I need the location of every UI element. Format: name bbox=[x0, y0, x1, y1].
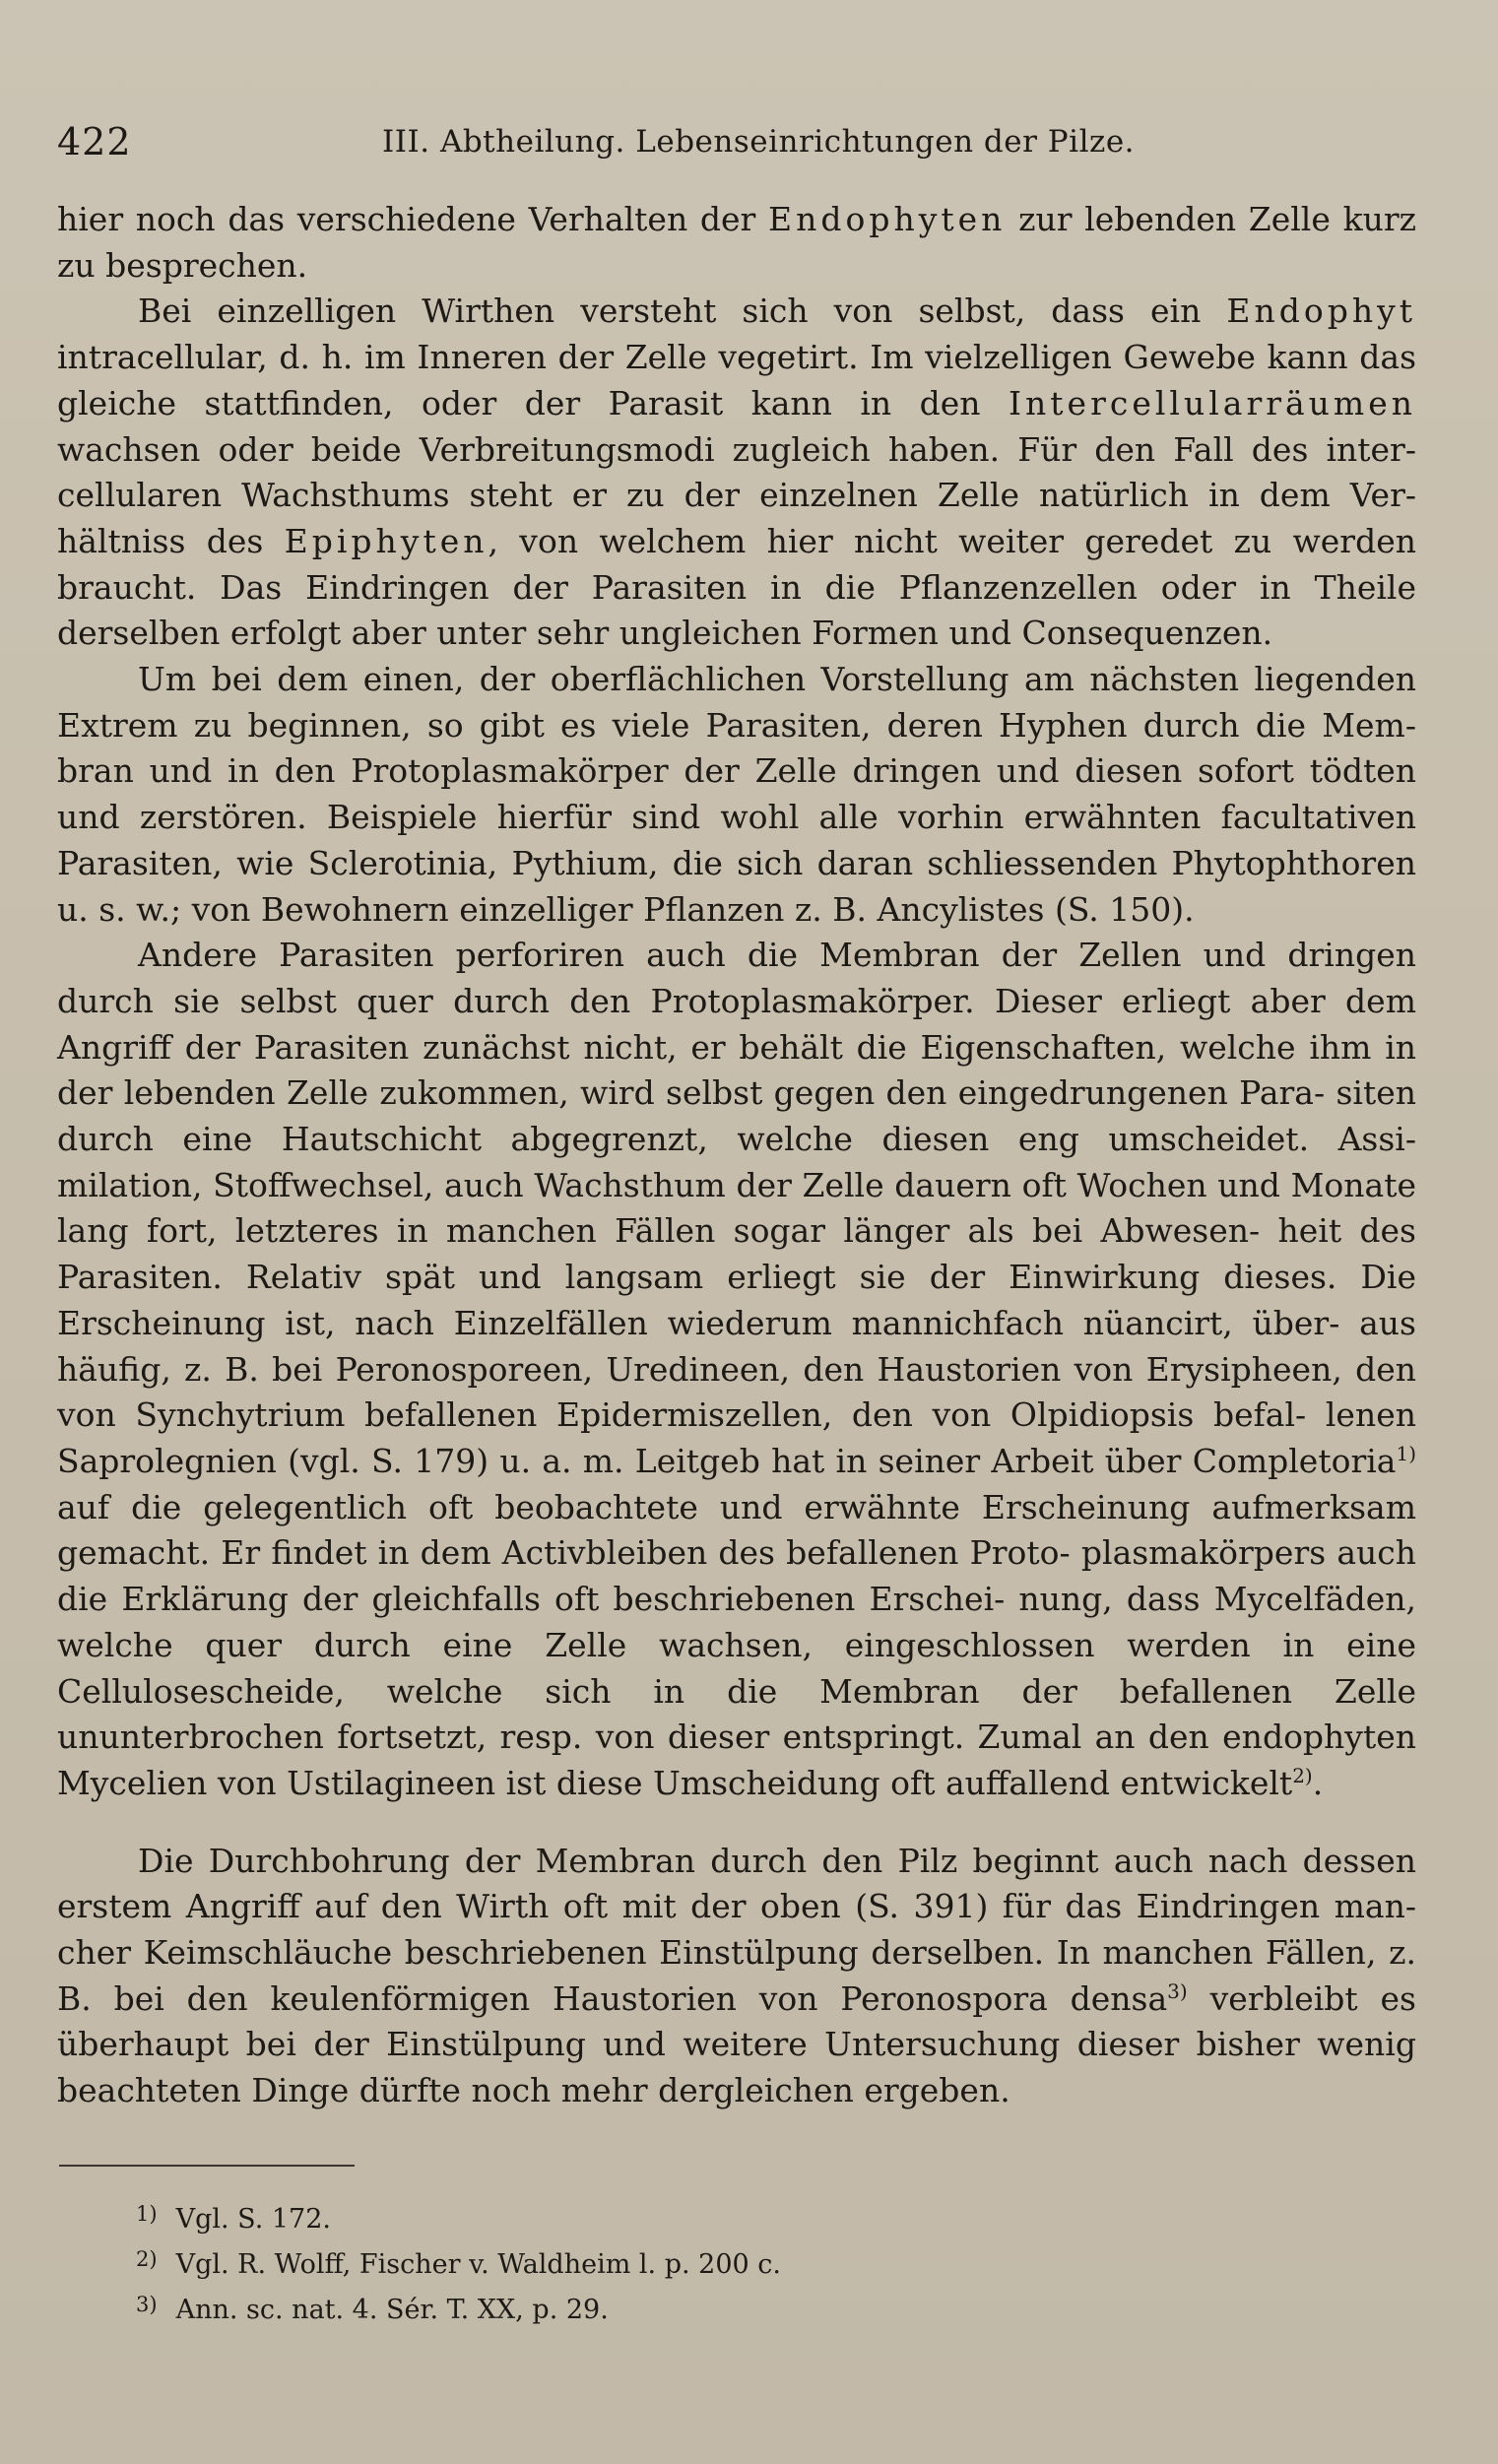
spaced-term: Intercellularräumen bbox=[1008, 383, 1416, 422]
text-line: und zerstören. Beispiele hierfür sind wohl alle vorhin erwähnten facultativen bbox=[57, 798, 1416, 837]
footnote-mark: 1) bbox=[136, 2202, 158, 2226]
text-line: . bbox=[1312, 1763, 1324, 1802]
text-line: Andere Parasiten perforiren auch die Membran der Zellen und dringen bbox=[138, 936, 1416, 975]
footnotes bbox=[136, 2194, 1022, 2330]
page-number: 422 bbox=[57, 120, 132, 163]
text-line: endophyten Mycelien von Ustilagineen ist diese Umscheidung oft auffallend bbox=[57, 1718, 1416, 1802]
spaced-term: Endophyt bbox=[1226, 292, 1416, 331]
text-line: Completoria bbox=[1192, 1441, 1397, 1480]
text-line: beachteten Dinge dürfte noch mehr dergleichen ergeben. bbox=[57, 2071, 1010, 2110]
text-line: lenen Saprolegnien (vgl. S. 179) u. a. m. Leitgeb hat in seiner Arbeit über bbox=[57, 1395, 1416, 1480]
footnote-1 bbox=[136, 2194, 1022, 2239]
text-line: das gleiche stattfinden, oder der Parasit kann in den bbox=[57, 338, 1416, 422]
text-line: durch sie selbst quer durch den Protoplasmakörper. Dieser erliegt aber dem bbox=[57, 981, 1416, 1020]
text-line: hier noch das verschiedene Verhalten der bbox=[57, 200, 769, 238]
text-line: in der lebenden Zelle zukommen, wird selbst gegen den eingedrungenen Para- bbox=[57, 1027, 1416, 1113]
text-line: verbleibt es bbox=[1187, 1978, 1416, 2018]
text-line: werden in eine Cellulosescheide, welche sich in die Membran der befallenen bbox=[57, 1625, 1416, 1711]
text-line: derselben erfolgt aber unter sehr ungleichen Formen und Consequenzen. bbox=[57, 614, 1273, 653]
text-line: hältniss des bbox=[57, 521, 285, 560]
text-line: Monate lang fort, letzteres in manchen Fällen sogar länger als bei Abwesen- bbox=[57, 1165, 1416, 1251]
footnote-ref-3[interactable]: 3) bbox=[1167, 1978, 1188, 2003]
text-line: , von welchem hier nicht weiter geredet zu werden bbox=[488, 521, 1416, 560]
text-line: Parasiten, wie Sclerotinia, Pythium, die sich daran schliessenden Phytophthoren bbox=[57, 843, 1416, 882]
text-line: z. B. bei den keulenförmigen Haustorien von Peronospora densa bbox=[57, 1933, 1417, 2018]
paragraph-1 bbox=[57, 197, 1416, 289]
text-line: Die Erscheinung ist, nach Einzelfällen wiederum mannichfach nüancirt, über- bbox=[57, 1258, 1416, 1342]
footnote-3 bbox=[136, 2285, 1022, 2330]
text-line: cellularen Wachsthums steht er zu der einzelnen Zelle natürlich in dem Ver- bbox=[57, 476, 1416, 515]
text-line: Bei einzelligen Wirthen versteht sich von selbst, dass ein bbox=[138, 292, 1227, 331]
text-line: auf die gelegentlich oft beobachtete und erwähnte Erscheinung bbox=[57, 1487, 1191, 1526]
paragraph-2 bbox=[57, 289, 1416, 657]
text-line: wachsen oder beide Verbreitungsmodi zugleich haben. Für den Fall des inter- bbox=[57, 429, 1416, 469]
paragraph-5 bbox=[57, 1839, 1416, 2114]
paragraph-3 bbox=[57, 657, 1416, 933]
spaced-term: Epiphyten bbox=[284, 521, 488, 560]
text-line: Zelle ununterbrochen fortsetzt, resp. von dieser entspringt. Zumal an den bbox=[57, 1671, 1416, 1757]
page-header bbox=[57, 116, 1416, 165]
text-line: bran und in den Protoplasmakörper der Zelle dringen und diesen sofort tödten bbox=[57, 751, 1416, 791]
text-line: Um bei dem einen, der oberflächlichen Vorstellung am nächsten liegenden bbox=[138, 660, 1416, 699]
footnote-text: Vgl. R. Wolff, Fischer v. Waldheim l. p. 200 c. bbox=[175, 2249, 781, 2280]
text-line: erstem Angriff auf den Wirth oft mit der oben (S. 391) für das Eindringen man- bbox=[57, 1887, 1416, 1926]
paragraph-4 bbox=[57, 933, 1416, 1806]
text-line: den von Synchytrium befallenen Epidermiszellen, den von Olpidiopsis befal- bbox=[57, 1349, 1416, 1435]
footnote-2 bbox=[136, 2239, 1022, 2285]
text-line: überhaupt bei der Einstülpung und weitere Untersuchung dieser bisher wenig bbox=[57, 2025, 1416, 2064]
text-line: milation, Stoffwechsel, auch Wachsthum der Zelle dauern oft Wochen und bbox=[57, 1165, 1280, 1204]
text-line: kurz zu besprechen. bbox=[57, 200, 1416, 285]
footnote-text: Vgl. S. 172. bbox=[175, 2204, 331, 2235]
footnote-divider bbox=[59, 2165, 355, 2167]
text-line: Extrem zu beginnen, so gibt es viele Parasiten, deren Hyphen durch die Mem- bbox=[57, 705, 1416, 745]
main-text bbox=[57, 197, 1416, 2114]
text-line: braucht. Das Eindringen der Parasiten in die Pflanzenzellen oder in Theile bbox=[57, 567, 1416, 607]
text-line: nung, dass Mycelfäden, welche quer durch eine Zelle wachsen, eingeschlossen bbox=[57, 1580, 1416, 1664]
text-line: intracellular, d. h. im Inneren der Zelle vegetirt. Im vielzelligen Gewebe kann bbox=[57, 338, 1348, 377]
text-line: cher Keimschläuche beschriebenen Einstülpung derselben. In manchen Fällen, bbox=[57, 1933, 1377, 1973]
footnote-ref-1[interactable]: 1) bbox=[1396, 1441, 1416, 1465]
footnote-text: Ann. sc. nat. 4. Sér. T. XX, p. 29. bbox=[175, 2295, 609, 2325]
text-line: Die Durchbohrung der Membran durch den Pilz beginnt auch nach dessen bbox=[138, 1841, 1416, 1880]
text-line: u. s. w.; von Bewohnern einzelliger Pflanzen z. B. Ancylistes (S. 150). bbox=[57, 889, 1195, 929]
text-line: zur lebenden Zelle bbox=[1006, 200, 1343, 238]
text-line: heit des Parasiten. Relativ spät und langsam erliegt sie der Einwirkung dieses. bbox=[57, 1211, 1416, 1297]
text-line: plasmakörpers auch die Erklärung der gleichfalls oft beschriebenen Erschei- bbox=[57, 1533, 1416, 1619]
running-title: III. Abtheilung. Lebenseinrichtungen der Pilze. bbox=[382, 124, 1136, 160]
text-line: entwickelt bbox=[1120, 1763, 1293, 1802]
paragraph-gap bbox=[57, 1807, 1416, 1839]
footnote-mark: 2) bbox=[136, 2247, 158, 2271]
spaced-term: Endophyten bbox=[768, 200, 1007, 238]
text-line: siten durch eine Hautschicht abgegrenzt, welche diesen eng umscheidet. Assi- bbox=[57, 1073, 1416, 1159]
text-line: aus häufig, z. B. bei Peronosporeen, Uredineen, den Haustorien von Erysipheen, bbox=[57, 1303, 1416, 1389]
text-line: Angriff der Parasiten zunächst nicht, er behält die Eigenschaften, welche ihm bbox=[57, 1027, 1372, 1067]
footnote-mark: 3) bbox=[136, 2293, 158, 2316]
footnote-ref-2[interactable]: 2) bbox=[1292, 1763, 1313, 1787]
text-line: aufmerksam gemacht. Er findet in dem Activbleiben des befallenen Proto- bbox=[57, 1487, 1416, 1573]
